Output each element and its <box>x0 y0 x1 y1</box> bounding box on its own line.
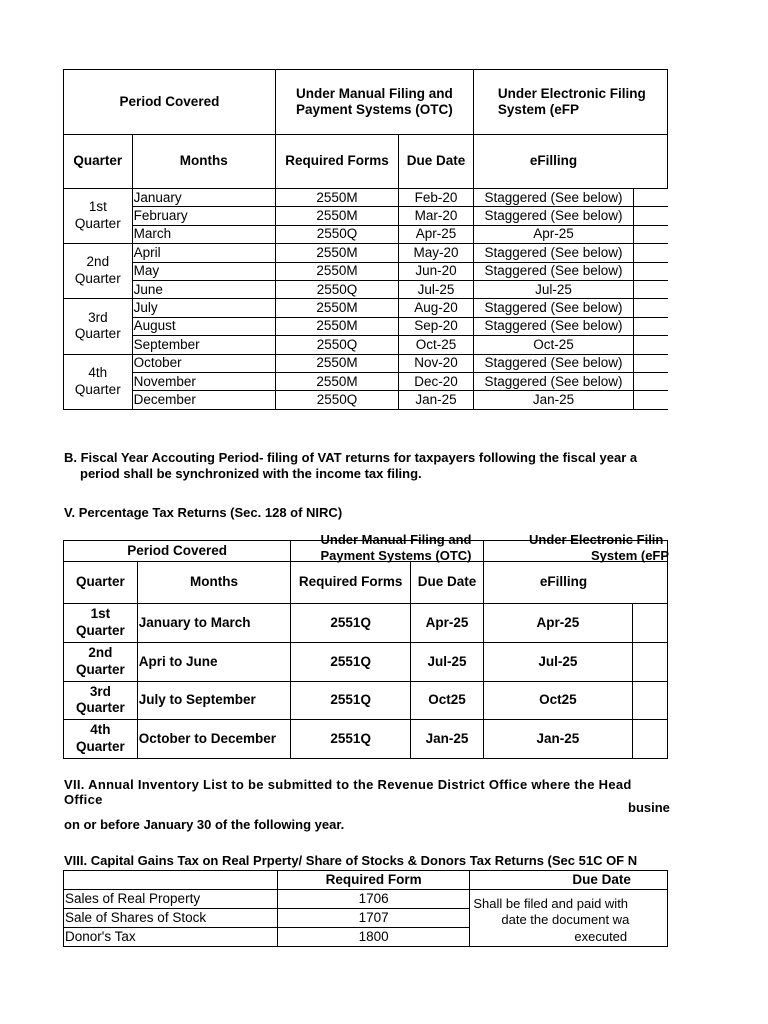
overflow-cell <box>634 299 668 317</box>
month-cell: February <box>132 207 275 225</box>
vat-row <box>64 372 668 390</box>
form-cell: 2550M <box>275 207 398 225</box>
vat-row <box>64 336 668 354</box>
overflow-cell <box>634 189 668 207</box>
month-cell: November <box>132 372 275 390</box>
cgt-item: Sales of Real Property <box>64 890 278 909</box>
due-date-cell: Mar-20 <box>399 207 474 225</box>
month-cell: May <box>132 262 275 280</box>
cgt-required-form-header: Required Form <box>277 871 469 890</box>
efiling-cell: Staggered (See below) <box>473 354 633 372</box>
capital-gains-heading: VIII. Capital Gains Tax on Real Prperty/ Share of Stocks & Donors Tax Returns (Sec 51C OF N <box>64 853 638 868</box>
efiling-cell: Jul-25 <box>473 280 633 298</box>
form-cell: 2550M <box>275 317 398 335</box>
pct-table-body <box>64 604 668 759</box>
pct-months-header: Months <box>137 562 290 604</box>
due-date-cell: Sep-20 <box>399 317 474 335</box>
vat-row <box>64 189 668 207</box>
vat-row <box>64 354 668 372</box>
month-cell: October <box>132 354 275 372</box>
due-date-cell: Jul-25 <box>399 280 474 298</box>
due-date-cell: Oct-25 <box>399 336 474 354</box>
pct-row <box>64 681 668 720</box>
pct-quarter-cell: 3rd Quarter <box>64 681 138 720</box>
due-date-cell: Apr-25 <box>399 225 474 243</box>
inventory-note-clipped: VII. Annual Inventory List to be submitted to the Revenue District Office where the Head Office <box>64 777 632 807</box>
form-cell: 2550M <box>275 299 398 317</box>
efiling-cell: Staggered (See below) <box>473 317 633 335</box>
vat-row <box>64 225 668 243</box>
form-cell: 2550Q <box>275 391 398 409</box>
vat-schedule-table <box>63 69 668 410</box>
efiling-cell: Staggered (See below) <box>473 189 633 207</box>
overflow-cell <box>632 681 667 720</box>
form-cell: 2550Q <box>275 280 398 298</box>
efiling-cell: Staggered (See below) <box>473 207 633 225</box>
pct-months-cell: October to December <box>137 720 290 759</box>
pct-due-date-cell: Jan-25 <box>411 720 484 759</box>
months-header: Months <box>132 135 275 189</box>
pct-due-date-cell: Apr-25 <box>411 604 484 643</box>
efiling-cell: Oct-25 <box>473 336 633 354</box>
vat-row <box>64 280 668 298</box>
required-forms-header: Required Forms <box>275 135 398 189</box>
pct-required-forms-header: Required Forms <box>291 562 411 604</box>
electronic-systems-header: Under Electronic Filing System (eFP <box>473 70 667 135</box>
pct-quarter-cell: 1st Quarter <box>64 604 138 643</box>
overflow-cell <box>634 336 668 354</box>
form-cell: 2550M <box>275 372 398 390</box>
pct-quarter-cell: 2nd Quarter <box>64 642 138 681</box>
efilling-header: eFilling <box>473 135 667 189</box>
percentage-tax-heading: V. Percentage Tax Returns (Sec. 128 of NIRC) <box>64 505 343 520</box>
due-date-header: Due Date <box>399 135 474 189</box>
pct-months-cell: July to September <box>137 681 290 720</box>
pct-form-cell: 2551Q <box>291 642 411 681</box>
pct-row <box>64 604 668 643</box>
manual-systems-header: Under Manual Filing and Payment Systems (OTC) <box>275 70 473 135</box>
pct-efilling-header: eFilling <box>483 562 667 604</box>
efiling-cell: Staggered (See below) <box>473 299 633 317</box>
pct-months-cell: January to March <box>137 604 290 643</box>
period-covered-header: Period Covered <box>64 70 276 135</box>
cgt-due-date-header: Due Date <box>470 871 668 890</box>
pct-row <box>64 642 668 681</box>
pct-quarter-header: Quarter <box>64 562 138 604</box>
pct-quarter-cell: 4th Quarter <box>64 720 138 759</box>
pct-row <box>64 720 668 759</box>
pct-form-cell: 2551Q <box>291 681 411 720</box>
fiscal-year-note: B. Fiscal Year Accouting Period- filing of VAT returns for taxpayers following the fiscal year a <box>64 450 638 465</box>
pct-months-cell: Apri to June <box>137 642 290 681</box>
quarter-header: Quarter <box>64 135 133 189</box>
pct-manual-header-text: Under Manual Filing and Payment Systems (OTC) <box>320 532 472 564</box>
efiling-cell: Staggered (See below) <box>473 244 633 262</box>
pct-due-date-header: Due Date <box>411 562 484 604</box>
form-cell: 2550M <box>275 262 398 280</box>
efiling-cell: Staggered (See below) <box>473 372 633 390</box>
form-cell: 2550M <box>275 189 398 207</box>
quarter-cell: 1st Quarter <box>64 189 133 244</box>
vat-row <box>64 262 668 280</box>
form-cell: 2550M <box>275 244 398 262</box>
overflow-cell <box>632 604 667 643</box>
overflow-cell <box>634 372 668 390</box>
overflow-cell <box>634 207 668 225</box>
pct-efiling-cell: Oct25 <box>483 681 632 720</box>
efiling-cell: Staggered (See below) <box>473 262 633 280</box>
due-date-cell: Jan-25 <box>399 391 474 409</box>
due-date-cell: Jun-20 <box>399 262 474 280</box>
overflow-cell <box>634 244 668 262</box>
month-cell: September <box>132 336 275 354</box>
month-cell: August <box>132 317 275 335</box>
cgt-form: 1706 <box>277 890 469 909</box>
vat-table-body <box>64 189 668 410</box>
vat-row <box>64 391 668 409</box>
quarter-cell: 3rd Quarter <box>64 299 133 354</box>
month-cell: April <box>132 244 275 262</box>
vat-row <box>64 244 668 262</box>
due-date-cell: Dec-20 <box>399 372 474 390</box>
vat-row <box>64 207 668 225</box>
due-date-cell: Feb-20 <box>399 189 474 207</box>
due-date-cell: May-20 <box>399 244 474 262</box>
pct-efiling-cell: Jul-25 <box>483 642 632 681</box>
overflow-cell <box>634 280 668 298</box>
overflow-cell <box>634 391 668 409</box>
month-cell: December <box>132 391 275 409</box>
cgt-form: 1707 <box>277 909 469 928</box>
overflow-cell <box>634 354 668 372</box>
month-cell: June <box>132 280 275 298</box>
fiscal-year-note-continued: period shall be synchronized with the income tax filing. <box>80 466 422 481</box>
quarter-cell: 4th Quarter <box>64 354 133 409</box>
pct-efiling-cell: Jan-25 <box>483 720 632 759</box>
cgt-item-header <box>64 871 278 890</box>
vat-row <box>64 317 668 335</box>
cgt-item: Sale of Shares of Stock <box>64 909 278 928</box>
cgt-item: Donor's Tax <box>64 928 278 947</box>
pct-due-date-cell: Oct25 <box>411 681 484 720</box>
inventory-note-deadline: on or before January 30 of the following year. <box>64 817 345 832</box>
cgt-form: 1800 <box>277 928 469 947</box>
quarter-cell: 2nd Quarter <box>64 244 133 299</box>
overflow-cell <box>634 262 668 280</box>
vat-row <box>64 299 668 317</box>
due-date-cell: Nov-20 <box>399 354 474 372</box>
form-cell: 2550M <box>275 354 398 372</box>
pct-electronic-header-text: Under Electronic Filin System (eFP <box>529 532 670 564</box>
month-cell: July <box>132 299 275 317</box>
pct-efiling-cell: Apr-25 <box>483 604 632 643</box>
cgt-due-date-cell: Shall be filed and paid with date the document wa executed <box>470 890 668 947</box>
overflow-cell <box>632 720 667 759</box>
capital-gains-table <box>63 870 668 947</box>
form-cell: 2550Q <box>275 336 398 354</box>
overflow-cell <box>634 317 668 335</box>
overflow-cell <box>634 225 668 243</box>
pct-form-cell: 2551Q <box>291 604 411 643</box>
percentage-tax-table <box>63 540 668 759</box>
pct-due-date-cell: Jul-25 <box>411 642 484 681</box>
inventory-note-fragment: busine <box>628 800 670 815</box>
form-cell: 2550Q <box>275 225 398 243</box>
due-date-cell: Aug-20 <box>399 299 474 317</box>
efiling-cell: Apr-25 <box>473 225 633 243</box>
pct-period-covered-header: Period Covered <box>64 541 291 562</box>
pct-form-cell: 2551Q <box>291 720 411 759</box>
month-cell: January <box>132 189 275 207</box>
efiling-cell: Jan-25 <box>473 391 633 409</box>
overflow-cell <box>632 642 667 681</box>
month-cell: March <box>132 225 275 243</box>
